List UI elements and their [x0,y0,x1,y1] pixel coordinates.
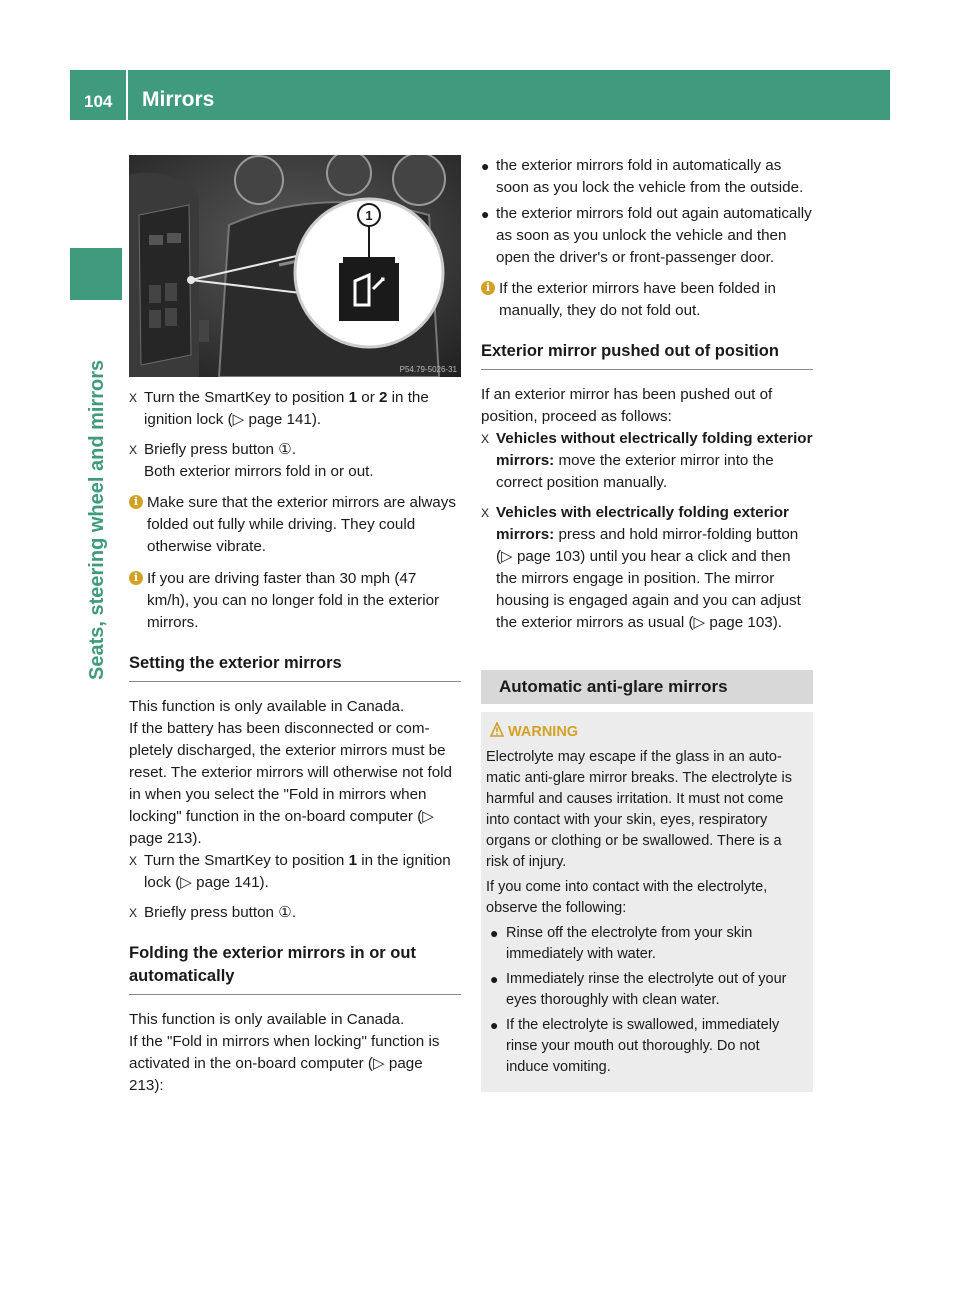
bullet-icon: ● [490,925,499,941]
info-icon: i [129,495,143,509]
warning-text: If you come into contact with the electrolyte, observe the following: [486,879,768,916]
page-header [70,70,890,120]
instruction-step: X Vehicles with electrically folding exterior mirrors: press and hold mirror-folding button (▷ page 103) until you hear a click and then the mirrors engage in position. The mirror housing is engaged again and you can adjust the exterior mirrors as usual (▷ page 103). [481,504,801,631]
bullet-icon: ● [490,971,499,987]
header-divider [126,70,128,120]
page-number: 104 [84,92,113,111]
paragraph: If an exterior mirror has been pushed out of position, proceed as follows: [481,386,773,425]
section-title: Mirrors [142,88,215,111]
section-heading: Setting the exterior mirrors [129,652,461,682]
instruction-step: X Turn the SmartKey to position 1 or 2 in the ignition lock (▷ page 141). [129,389,429,428]
info-note: i If the exterior mirrors have been folded in manually, they do not fold out. [481,278,813,322]
mirror-button-figure [129,155,461,377]
arrow-right-icon: X [129,854,138,868]
arrow-right-icon: X [129,443,138,457]
info-icon: i [129,571,143,585]
callout-number: 1 [365,208,373,223]
instruction-step: X Briefly press button ①. Both exterior mirrors fold in or out. [129,441,374,480]
subsection-banner: Automatic anti-glare mirrors [481,670,813,704]
paragraph: If the "Fold in mirrors when locking" function is activated in the on-board computer (▷ page 213): [129,1033,440,1094]
side-chapter-title: Seats, steering wheel and mirrors [86,359,108,680]
info-icon: i [481,281,495,295]
warning-text: Electrolyte may escape if the glass in an automatic anti-glare mirror breaks. The electrolyte is harmful and causes irritation. It must not come into contact with your skin, eyes, respiratory organs or clothing or be swallowed. There is a risk of injury. [486,749,792,870]
door-panel-illustration [129,155,461,377]
instruction-step: X Briefly press button ①. [129,902,461,924]
section-heading: Exterior mirror pushed out of position [481,340,813,370]
section-heading: Folding the exterior mirrors in or out automatically [129,942,461,995]
list-item: ● the exterior mirrors fold in automatically as soon as you lock the vehicle from the outside. [481,157,804,196]
arrow-right-icon: X [481,506,490,520]
bullet-icon: ● [490,1017,499,1033]
bullet-icon: ● [481,206,490,222]
arrow-right-icon: X [129,906,138,920]
instruction-step: X Turn the SmartKey to position 1 in the ignition lock (▷ page 141). [129,852,451,891]
arrow-right-icon: X [129,391,138,405]
instruction-step: X Vehicles without electrically folding exterior mirrors: move the exterior mirror into the correct position manually. [481,430,813,491]
info-note: i If you are driving faster than 30 mph (47 km/h), you can no longer fold in the exterior mirrors. [129,568,461,634]
arrow-right-icon: X [481,432,490,446]
warning-list-item: ● Rinse off the electrolyte from your skin immediately with water. [490,925,753,962]
warning-title: WARNING [486,722,805,743]
left-column [129,155,461,1097]
paragraph: This function is only available in Canada. [129,698,405,715]
bullet-icon: ● [481,158,490,174]
figure-watermark: P54.79-5026-31 [399,365,457,374]
list-item: ● the exterior mirrors fold out again automatically as soon as you unlock the vehicle and then open the driver's or front-passenger door. [481,205,812,266]
paragraph: If the battery has been disconnected or completely discharged, the exterior mirrors must be reset. The exterior mirrors will otherwise not fold in when you select the "Fold in mirrors when locking" function in the on-board computer (▷ page 213). [129,720,452,847]
warning-list-item: ● If the electrolyte is swallowed, immediately rinse your mouth out thoroughly. Do not induce vomiting. [490,1017,780,1075]
warning-list-item: ● Immediately rinse the electrolyte out of your eyes thoroughly with clean water. [490,971,787,1008]
right-column [481,155,813,1092]
paragraph: This function is only available in Canada. [129,1011,405,1028]
warning-box [481,712,813,1092]
info-note: i Make sure that the exterior mirrors are always folded out fully while driving. They could otherwise vibrate. [129,492,461,558]
warning-triangle-icon [490,722,504,738]
